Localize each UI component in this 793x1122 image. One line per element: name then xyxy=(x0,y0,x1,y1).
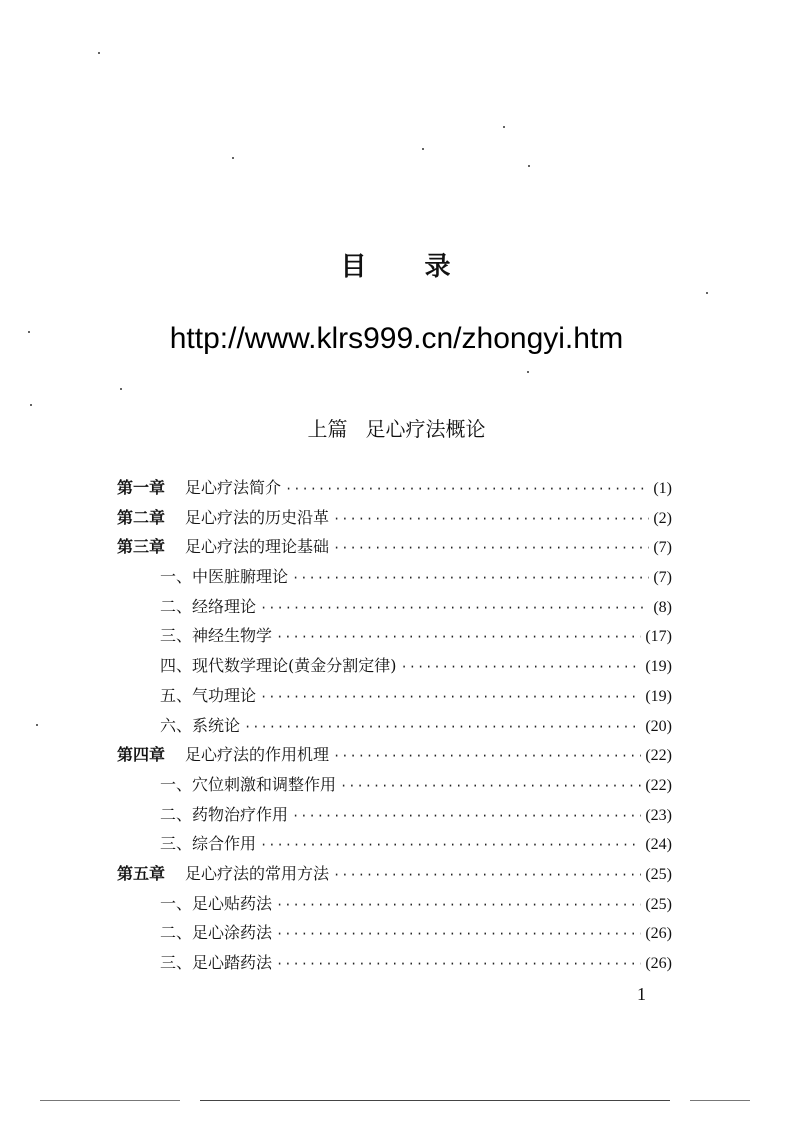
entry-title: 三、神经生物学 xyxy=(160,626,273,646)
dot-leader xyxy=(260,594,649,624)
scan-speck xyxy=(98,52,100,54)
scan-speck xyxy=(527,371,529,373)
entry-title: 二、药物治疗作用 xyxy=(160,804,289,824)
entry-title: 三、综合作用 xyxy=(160,834,257,854)
toc-chapter-5 xyxy=(117,859,672,889)
part-name: 足心疗法概论 xyxy=(365,417,486,441)
table-of-contents xyxy=(117,473,672,978)
entry-page: (22) xyxy=(645,747,672,765)
dot-leader xyxy=(276,920,641,950)
entry-page: (22) xyxy=(645,776,672,794)
dot-leader xyxy=(260,831,641,861)
toc-section xyxy=(117,948,672,978)
toc-chapter-4 xyxy=(117,740,672,770)
dot-leader xyxy=(292,802,641,832)
entry-page: (20) xyxy=(645,717,672,735)
entry-page: (1) xyxy=(653,480,672,497)
entry-page: (7) xyxy=(653,539,672,557)
entry-page: (19) xyxy=(645,658,672,676)
title-char-1: 目 xyxy=(340,252,369,282)
toc-section xyxy=(117,711,672,741)
entry-page: (7) xyxy=(653,569,672,587)
entry-title: 足心疗法的理论基础 xyxy=(185,537,330,557)
scan-speck xyxy=(706,292,708,294)
toc-chapter-1 xyxy=(117,473,672,503)
toc-section xyxy=(117,562,672,592)
chapter-number: 第二章 xyxy=(117,507,166,527)
chapter-number: 第四章 xyxy=(117,745,166,765)
entry-title: 足心疗法简介 xyxy=(185,478,282,497)
part-label: 上篇 xyxy=(307,417,348,441)
scan-speck xyxy=(528,165,530,167)
toc-section xyxy=(117,651,672,681)
toc-section xyxy=(117,681,672,711)
chapter-number: 第五章 xyxy=(117,863,166,883)
toc-chapter-2 xyxy=(117,503,672,533)
title-char-2: 录 xyxy=(424,252,453,282)
dot-leader xyxy=(276,891,641,921)
scan-speck xyxy=(36,724,38,726)
entry-page: (17) xyxy=(645,628,672,646)
dot-leader xyxy=(333,742,641,772)
scan-edge-line xyxy=(200,1100,670,1101)
dot-leader xyxy=(276,623,641,653)
entry-title: 一、穴位刺激和调整作用 xyxy=(160,774,337,794)
entry-page: (26) xyxy=(645,955,672,972)
part-heading xyxy=(0,413,793,442)
entry-page: (8) xyxy=(653,598,672,616)
scan-speck xyxy=(120,388,122,390)
entry-page: (2) xyxy=(653,509,672,527)
dot-leader xyxy=(276,950,641,980)
entry-title: 三、足心踏药法 xyxy=(160,953,273,972)
entry-title: 二、经络理论 xyxy=(160,596,257,616)
toc-section xyxy=(117,770,672,800)
entry-page: (19) xyxy=(645,687,672,705)
chapter-number: 第一章 xyxy=(117,478,166,497)
dot-leader xyxy=(260,683,641,713)
dot-leader xyxy=(333,861,641,891)
entry-title: 二、足心涂药法 xyxy=(160,923,273,943)
dot-leader xyxy=(292,564,649,594)
toc-section xyxy=(117,918,672,948)
scan-speck xyxy=(28,331,30,333)
chapter-number: 第三章 xyxy=(117,537,166,557)
entry-page: (25) xyxy=(645,865,672,883)
scan-speck xyxy=(232,157,234,159)
toc-section xyxy=(117,889,672,919)
entry-page: (24) xyxy=(645,836,672,854)
toc-section xyxy=(117,829,672,859)
dot-leader xyxy=(333,505,649,535)
entry-page: (23) xyxy=(645,806,672,824)
entry-title: 一、足心贴药法 xyxy=(160,893,273,913)
entry-title: 一、中医脏腑理论 xyxy=(160,567,289,587)
dot-leader xyxy=(401,653,642,683)
entry-title: 足心疗法的历史沿革 xyxy=(185,507,330,527)
dot-leader xyxy=(285,475,649,505)
entry-page: (26) xyxy=(645,925,672,943)
dot-leader xyxy=(244,713,641,743)
dot-leader xyxy=(333,534,649,564)
entry-title: 五、气功理论 xyxy=(160,685,257,705)
scan-speck xyxy=(422,148,424,150)
scan-speck xyxy=(30,404,32,406)
entry-title: 四、现代数学理论(黄金分割定律) xyxy=(160,656,397,676)
scan-edge-line xyxy=(690,1100,750,1101)
toc-section xyxy=(117,621,672,651)
dot-leader xyxy=(340,772,641,802)
toc-section xyxy=(117,592,672,622)
scan-edge-line xyxy=(40,1100,180,1101)
toc-section xyxy=(117,800,672,830)
entry-title: 足心疗法的作用机理 xyxy=(185,745,330,765)
page-title xyxy=(0,246,793,283)
scan-speck xyxy=(503,126,505,128)
entry-page: (25) xyxy=(645,895,672,913)
page-number: 1 xyxy=(637,984,646,1004)
toc-chapter-3 xyxy=(117,532,672,562)
entry-title: 足心疗法的常用方法 xyxy=(185,863,330,883)
entry-title: 六、系统论 xyxy=(160,715,241,735)
website-url: http://www.klrs999.cn/zhongyi.htm xyxy=(169,322,624,355)
